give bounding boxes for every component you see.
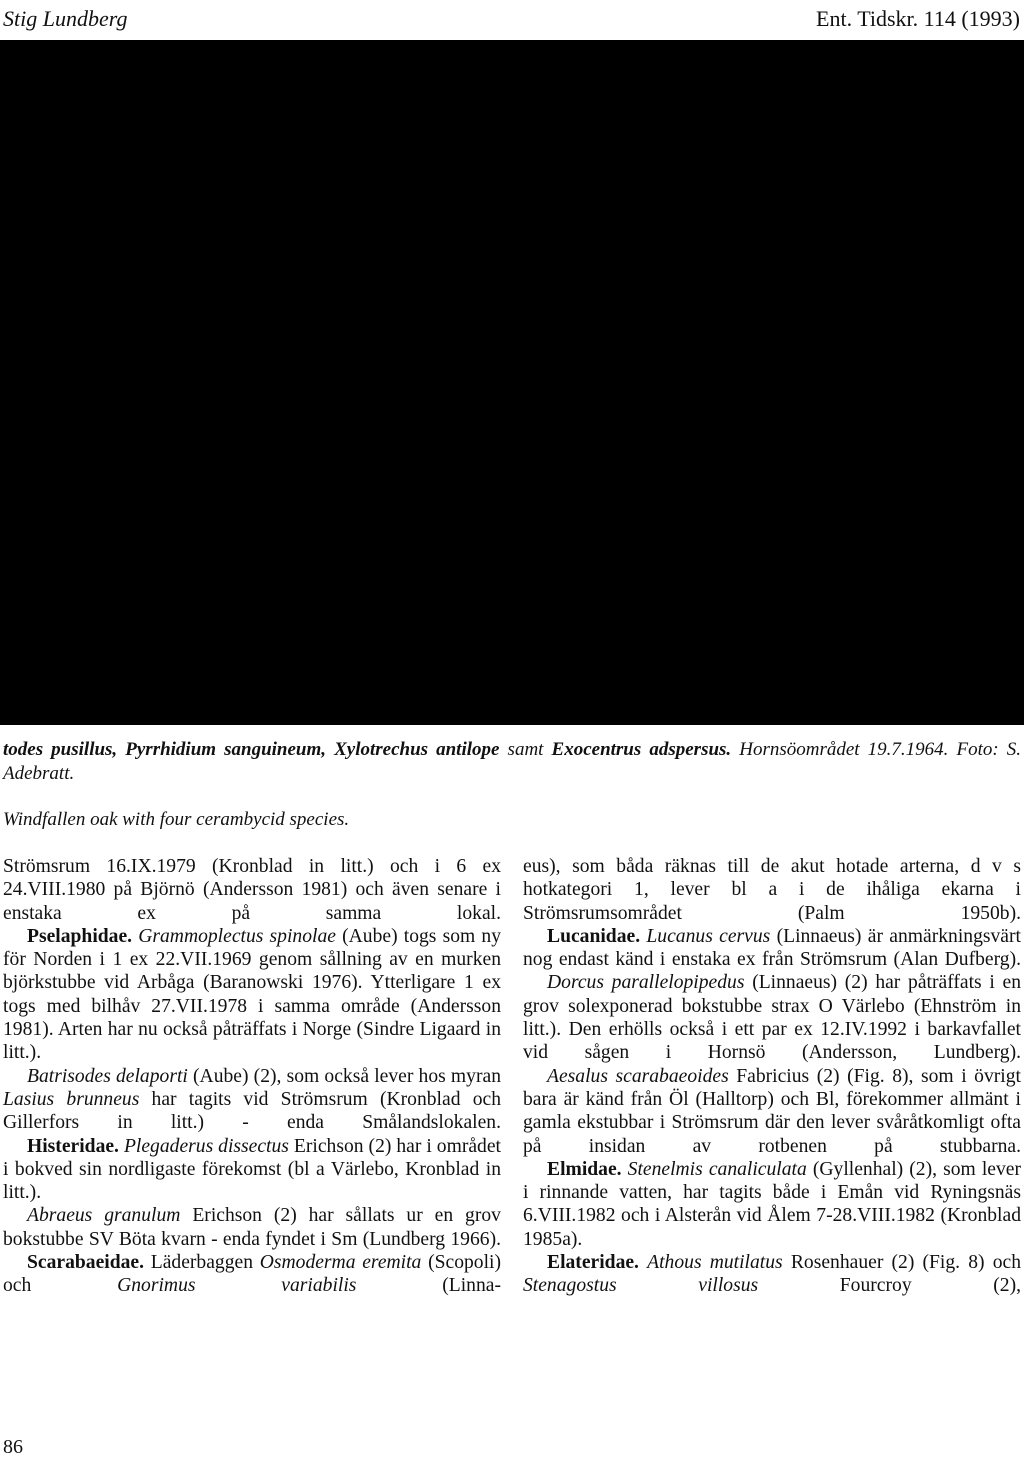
paragraph-text: Läderbaggen — [150, 1252, 253, 1274]
paragraph-text: (Aube) togs som ny för Norden i 1 ex 22.VII.1969 genom sållning av en murken björkstubbe vid Arbåga (Baranowski 1976). Ytterligare 1 ex togs med bilhåv 27.VII.1978 i samma område (Andersson 1981). Arten har nu också påträffats i Norge (Sindre Ligaard in litt.). — [3, 925, 501, 1064]
species-name: Osmoderma eremita — [259, 1252, 422, 1274]
species-name: Aesalus scarabaeoides — [547, 1065, 729, 1087]
species-name: Plegaderus dissectus — [123, 1135, 289, 1157]
figure-caption — [3, 738, 1021, 786]
left-paragraph-pselaphidae — [3, 925, 501, 1065]
caption-place-date: Hornsöområdet 19.7.1964. Foto: S. Adebratt. — [3, 739, 1022, 784]
running-header-journal: Ent. Tidskr. 114 (1993) — [816, 6, 1020, 31]
species-name: Grammoplectus spinolae — [138, 925, 336, 947]
family-heading: Scarabaeidae. — [27, 1252, 145, 1274]
right-paragraph-aesalus — [523, 1065, 1021, 1158]
paragraph-text: (Linnaeus) är anmärkningsvärt nog endast känd i enstaka ex från Strömsrum (Alan Dufberg). — [523, 925, 1021, 971]
paragraph-text: Erichson (2) har i området i bokved sin nordligaste förekomst (bl a Värlebo, Kronblad in litt.). — [3, 1135, 501, 1204]
right-paragraph-dorcus — [523, 971, 1021, 1064]
paragraph-text: Fourcroy (2), — [839, 1275, 1021, 1297]
species-name: Lucanus cervus — [646, 925, 771, 947]
caption-species-2: Exocentrus adspersus. — [551, 739, 732, 760]
left-paragraph-1: Strömsrum 16.IX.1979 (Kronblad in litt.) och i 6 ex 24.VIII.1980 på Björnö (Andersson 1981) och även senare i enstaka ex på samma lokal. — [3, 856, 501, 924]
species-name: Abraeus granulum — [27, 1205, 181, 1227]
species-name: Stenelmis canaliculata — [627, 1158, 807, 1180]
left-paragraph-abraeus — [3, 1204, 501, 1251]
paragraph-text: (Linnaeus) (2) har påträffats i en grov solexponerad bokstubbe strax O Värlebo (Ehnström in litt.). Den erhölls också i ett par ex 12.IV.1992 i barkavfallet vid sågen i Hornsö (Andersson, Lundberg). — [523, 972, 1022, 1064]
species-name: Athous mutilatus — [647, 1252, 783, 1274]
family-heading: Pselaphidae. — [27, 925, 133, 947]
species-name: Gnorimus variabilis — [117, 1275, 357, 1297]
species-name: Batrisodes delaporti — [27, 1065, 188, 1087]
paragraph-text: (Gyllenhal) (2), som lever i rinnande vatten, har tagits både i Emån vid Ryningsnäs 6.VIII.1982 och i Alsterån vid Ålem 7-28.VIII.1982 (Kronblad 1985a). — [523, 1158, 1021, 1250]
right-paragraph-lucanidae — [523, 925, 1021, 972]
running-header-author: Stig Lundberg — [3, 6, 128, 31]
left-paragraph-histeridae — [3, 1135, 501, 1205]
family-heading: Elmidae. — [547, 1158, 622, 1180]
paragraph-text: (Scopoli) och — [3, 1252, 501, 1297]
caption-species-1: todes pusillus, Pyrrhidium sanguineum, Xylotrechus antilope — [3, 739, 500, 760]
paragraph-text: Fabricius (2) (Fig. 8), som i övrigt bara är känd från Öl (Halltorp) och Bl, förekommer allmänt i gamla ekstubbar i Strömsrum där den lever svåråtkomligt ofta på insidan av rotbenen på stubbarna. — [523, 1065, 1021, 1157]
left-paragraph-batrisodes — [3, 1065, 501, 1135]
paragraph-text: (Aube) (2), som också lever hos myran — [193, 1065, 501, 1087]
species-name: Stenagostus villosus — [523, 1275, 759, 1297]
species-name: Lasius brunneus — [3, 1088, 140, 1110]
family-heading: Elateridae. — [547, 1252, 639, 1274]
paragraph-text: Erichson (2) har sållats ur en grov bokstubbe SV Böta kvarn - enda fyndet i Sm (Lundberg 1966). — [3, 1205, 501, 1250]
paragraph-text: Rosenhauer (2) (Fig. 8) och — [790, 1252, 1021, 1274]
right-paragraph-elmidae — [523, 1158, 1021, 1251]
family-heading: Lucanidae. — [547, 925, 641, 947]
paragraph-text: har tagits vid Strömsrum (Kronblad och Gillerfors in litt.) - enda Smålandslokalen. — [3, 1088, 501, 1134]
figure-photograph — [0, 40, 1024, 725]
left-column — [3, 855, 501, 1298]
right-column — [523, 855, 1021, 1298]
right-paragraph-1: eus), som båda räknas till de akut hotade arterna, d v s hotkategori 1, lever bl a i de ihåliga ekarna i Strömsrumsområdet (Palm 1950b). — [523, 856, 1021, 924]
paragraph-text: (Linna- — [442, 1275, 501, 1297]
caption-samt: samt — [507, 739, 544, 760]
left-paragraph-scarabaeidae — [3, 1251, 501, 1298]
species-name: Dorcus parallelopipedus — [547, 972, 745, 994]
figure-caption-english: Windfallen oak with four cerambycid species. — [3, 809, 350, 830]
family-heading: Histeridae. — [27, 1135, 119, 1157]
right-paragraph-elateridae — [523, 1251, 1021, 1298]
page-number: 86 — [3, 1436, 23, 1458]
